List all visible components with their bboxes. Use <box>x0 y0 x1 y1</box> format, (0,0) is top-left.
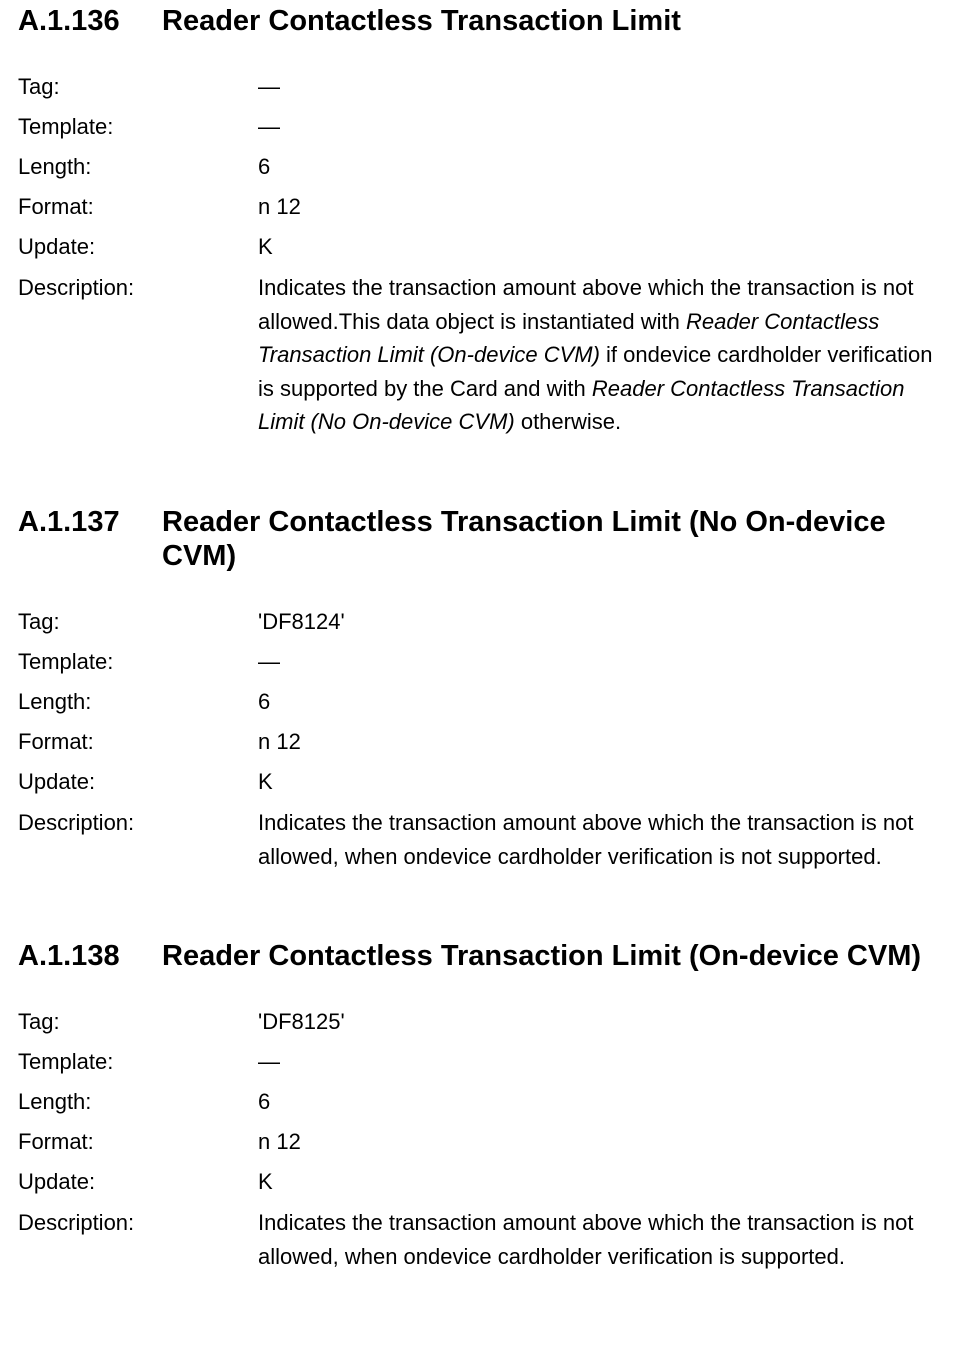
field-row-tag <box>18 1002 958 1042</box>
field-row-description <box>18 806 958 873</box>
field-value: 'DF8125' <box>258 1009 345 1034</box>
field-row-format <box>18 1122 958 1162</box>
field-value: — <box>258 649 280 674</box>
section-heading <box>18 505 958 573</box>
field-row-tag <box>18 67 958 107</box>
field-label: Description: <box>18 275 135 300</box>
field-value: — <box>258 1049 280 1074</box>
field-value: n 12 <box>258 194 301 219</box>
field-value <box>258 271 938 439</box>
section-number: A.1.138 <box>18 940 120 972</box>
section-a-1-136 <box>18 4 958 439</box>
field-label: Length: <box>18 689 92 714</box>
field-label: Description: <box>18 810 135 835</box>
field-value: 6 <box>258 1089 271 1114</box>
section-number: A.1.136 <box>18 5 120 37</box>
field-row-length <box>18 682 958 722</box>
field-value: n 12 <box>258 1129 301 1154</box>
field-value: K <box>258 234 273 259</box>
description-text: if ondevice cardholder verification is supported by the Card and with <box>258 342 933 401</box>
field-value: n 12 <box>258 729 301 754</box>
field-row-template <box>18 642 958 682</box>
field-label: Template: <box>18 1049 114 1074</box>
field-label: Update: <box>18 234 96 259</box>
field-label: Tag: <box>18 74 60 99</box>
field-value: 6 <box>258 689 271 714</box>
field-label: Length: <box>18 1089 92 1114</box>
section-a-1-137 <box>18 505 958 873</box>
section-heading <box>18 939 958 973</box>
field-row-template <box>18 1042 958 1082</box>
field-row-description <box>18 1206 958 1273</box>
description-text: otherwise. <box>514 409 622 434</box>
field-row-length <box>18 1082 958 1122</box>
field-value: — <box>258 74 280 99</box>
field-value: 'DF8124' <box>258 609 345 634</box>
field-label: Length: <box>18 154 92 179</box>
field-value: K <box>258 769 273 794</box>
description-italic-ref: Reader Contactless Transaction Limit (On-device CVM) <box>258 308 880 367</box>
field-row-format <box>18 187 958 227</box>
field-value: Indicates the transaction amount above which the transaction is not allowed, when ondevice cardholder verification is supported. <box>258 1210 914 1269</box>
field-row-length <box>18 147 958 187</box>
field-row-template <box>18 107 958 147</box>
field-value: 6 <box>258 154 271 179</box>
section-a-1-138 <box>18 939 958 1273</box>
field-value: — <box>258 114 280 139</box>
field-list <box>18 602 958 873</box>
field-value: K <box>258 1169 273 1194</box>
field-list <box>18 1002 958 1273</box>
section-heading <box>18 4 958 38</box>
section-title: Reader Contactless Transaction Limit (No On-device CVM) <box>162 506 886 572</box>
section-title: Reader Contactless Transaction Limit (On-device CVM) <box>162 940 922 972</box>
field-label: Tag: <box>18 1009 60 1034</box>
field-value: Indicates the transaction amount above which the transaction is not allowed, when ondevice cardholder verification is not supported. <box>258 810 914 869</box>
section-number: A.1.137 <box>18 506 120 538</box>
field-label: Format: <box>18 729 94 754</box>
field-label: Format: <box>18 1129 94 1154</box>
field-label: Format: <box>18 194 94 219</box>
field-label: Update: <box>18 1169 96 1194</box>
field-row-description <box>18 271 958 439</box>
description-text: Indicates the transaction amount above which the transaction is not allowed.This data object is instantiated with <box>258 275 914 334</box>
field-label: Tag: <box>18 609 60 634</box>
field-row-update <box>18 762 958 802</box>
field-row-tag <box>18 602 958 642</box>
field-row-format <box>18 722 958 762</box>
field-row-update <box>18 227 958 267</box>
field-row-update <box>18 1162 958 1202</box>
field-list <box>18 67 958 439</box>
section-title: Reader Contactless Transaction Limit <box>162 5 681 37</box>
field-label: Description: <box>18 1210 135 1235</box>
field-label: Template: <box>18 114 114 139</box>
field-label: Update: <box>18 769 96 794</box>
field-label: Template: <box>18 649 114 674</box>
description-italic-ref: Reader Contactless Transaction Limit (No On-device CVM) <box>258 375 905 434</box>
